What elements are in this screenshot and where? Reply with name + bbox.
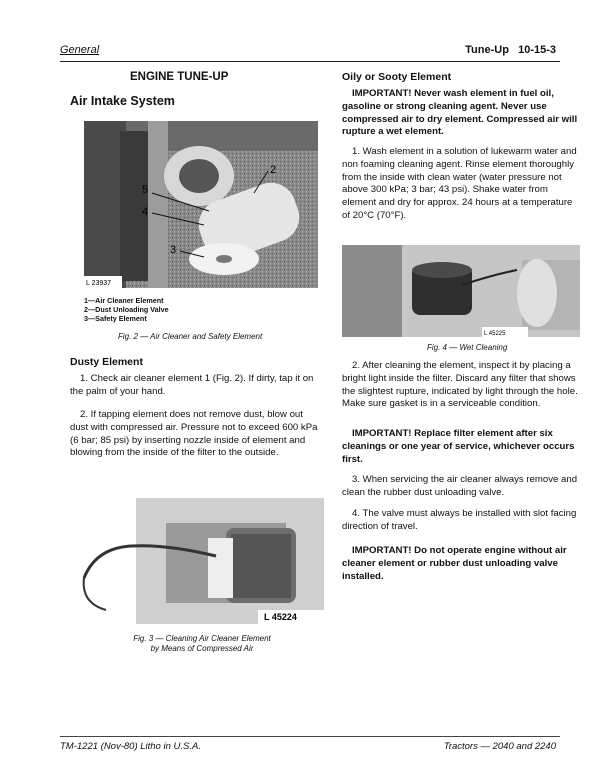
callout-5: 5	[142, 184, 149, 196]
fig3-caption-line1: Fig. 3 — Cleaning Air Cleaner Element	[133, 634, 271, 643]
paragraph: 4. The valve must always be installed with slot facing direction of travel.	[342, 508, 577, 532]
paragraph: 1. Check air cleaner element 1 (Fig. 2). If dirty, tap it on the palm of your hand.	[70, 373, 314, 397]
fig4-photo-id: L 45225	[484, 331, 506, 337]
footer-publication: TM-1221 (Nov-80) Litho in U.S.A.	[60, 741, 201, 752]
fig2-legend	[84, 296, 169, 323]
callout-3: 3	[170, 244, 177, 256]
page-title: ENGINE TUNE-UP	[130, 71, 229, 83]
fig3-caption	[128, 634, 276, 654]
important-note: IMPORTANT! Replace filter element after six cleanings or one year of service, whichever occurs first.	[342, 428, 575, 465]
footer-models: Tractors — 2040 and 2240	[443, 741, 556, 752]
heading-oily-element: Oily or Sooty Element	[342, 71, 452, 83]
fig3-photo	[76, 498, 324, 624]
callout-4: 4	[142, 206, 149, 218]
fig2-photo-id: L 23937	[86, 280, 112, 287]
paragraph: 1. Wash element in a solution of lukewarm water and non foaming cleaning agent. Rinse element thoroughly from the inside with clean water (water pressure not above 300 kPa; 3 bar; 43 psi). Shake water from element and dry for approx. 24 hours at a temperature of 20°C (70°F).	[342, 146, 577, 221]
legend-item: 3—Safety Element	[84, 314, 147, 323]
section-label: General	[60, 44, 100, 56]
page-reference: Tune-Up 10-15-3	[465, 44, 556, 56]
footer-rule	[60, 736, 560, 737]
header-rule	[60, 61, 560, 62]
important-note: IMPORTANT! Never wash element in fuel oil, gasoline or strong cleaning agent. Never use compressed air to dry element. Compressed air will rupture a wet element.	[342, 88, 578, 138]
section-heading-air-intake: Air Intake System	[70, 94, 175, 108]
fig2-caption: Fig. 2 — Air Cleaner and Safety Element	[118, 332, 263, 341]
fig3-illustration	[76, 498, 324, 624]
fig4-illustration	[342, 245, 580, 337]
fig4-caption: Fig. 4 — Wet Cleaning	[427, 343, 508, 352]
paragraph: 3. When servicing the air cleaner always remove and clean the rubber dust unloading valve.	[342, 474, 578, 498]
legend-item: 2—Dust Unloading Valve	[84, 305, 169, 314]
paragraph: 2. After cleaning the element, inspect it by placing a bright light inside the filter. Discard any filter that shows the slightest rupture, indicated by light through the hole. Make sure gasket is in a serviceable condition.	[342, 360, 578, 410]
heading-dusty-element: Dusty Element	[70, 356, 143, 368]
fig3-caption-line2: by Means of Compressed Air	[150, 644, 254, 653]
fig2-illustration	[84, 121, 318, 288]
fig4-photo	[342, 245, 580, 337]
fig2-photo	[84, 121, 318, 288]
legend-item: 1—Air Cleaner Element	[84, 296, 164, 305]
callout-2: 2	[270, 164, 277, 176]
paragraph: 2. If tapping element does not remove dust, blow out dust with compressed air. Pressure not to exceed 600 kPa (6 bar; 85 psi) by inserting nozzle inside of element and blowing from the inside of the filter to the outside.	[70, 409, 318, 459]
fig3-photo-id: L 45224	[264, 612, 297, 622]
important-note: IMPORTANT! Do not operate engine without air cleaner element or rubber dust unloading valve installed.	[342, 545, 567, 582]
